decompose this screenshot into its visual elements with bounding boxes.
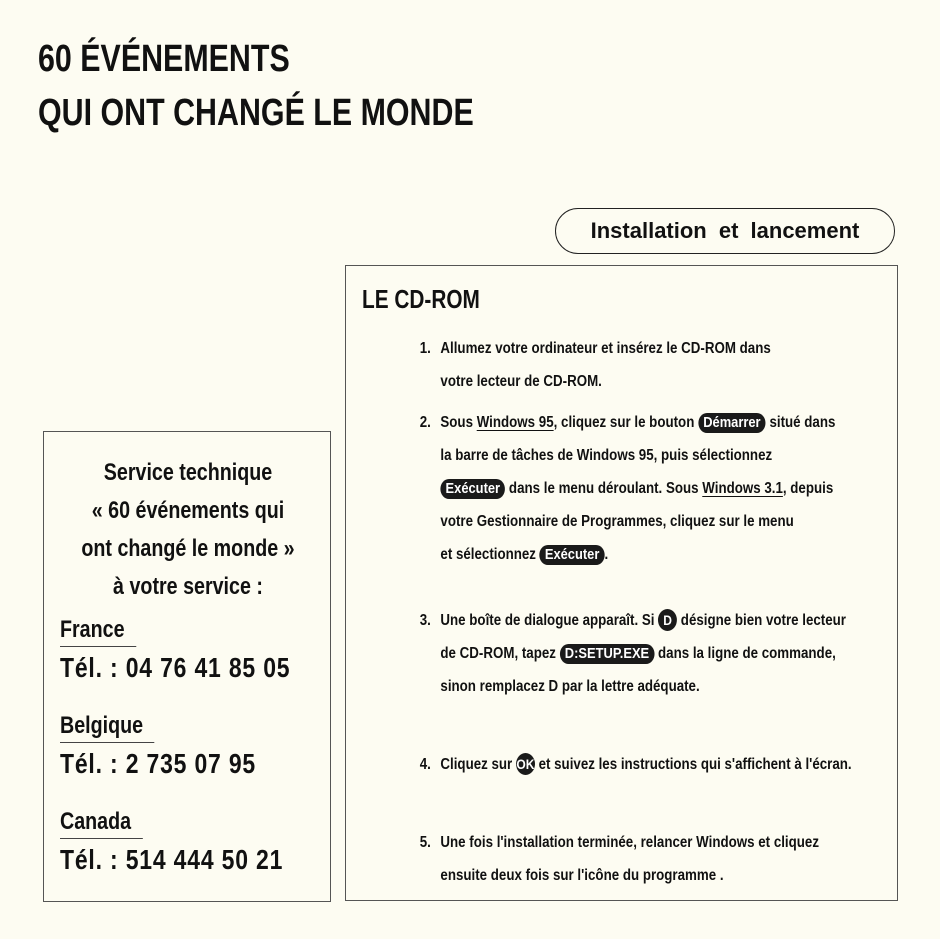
phone-belgium: Tél. : 2 735 07 95 [60,748,257,779]
start-button-label: Démarrer [698,413,766,433]
run-button-label: Exécuter [440,479,505,499]
ok-button-icon: OK [516,753,535,775]
page-title [38,32,474,140]
steps-list [406,332,886,900]
windows-95-link: Windows 95 [476,414,554,431]
country-france: France Tél. : 04 76 41 85 05 [60,614,306,689]
windows-31-link: Windows 3.1 [702,480,783,497]
step-1: 1. Allumez votre ordinateur et insérez le CD-ROM dans votre lecteur de CD-ROM. [419,340,771,390]
title-line-2: QUI ONT CHANGÉ LE MONDE [38,92,474,134]
step-2: 2. Sous Windows 95, cliquez sur le bouton Démarrer situé dans la barre de tâches de Windows 95, puis sélectionnez Exécuter dans le menu déroulant. Sous Windows 3.1, depuis votre Gestionnaire de Programmes, cliquez sur le menu et sélectionnez Exécuter . [419,414,836,563]
service-heading: Service technique « 60 événements qui ont changé le monde » à votre service : [81,459,295,600]
country-canada: Canada Tél. : 514 444 50 21 [60,806,306,881]
step-5: 5. Une fois l'installation terminée, relancer Windows et cliquez ensuite deux fois sur l'icône du programme . [419,834,820,884]
section-label: Installation et lancement [555,208,895,254]
phone-canada: Tél. : 514 444 50 21 [60,844,284,875]
title-line-1: 60 ÉVÉNEMENTS [38,38,290,80]
drive-letter-icon: D [658,609,677,631]
country-belgium: Belgique Tél. : 2 735 07 95 [60,710,306,785]
technical-service-box [43,431,331,902]
setup-command: D:SETUP.EXE [560,644,655,664]
step-4: 4. Cliquez sur OK et suivez les instructions qui s'affichent à l'écran. [406,748,922,826]
run-button-label-2: Exécuter [540,545,605,565]
step-3: 3. Une boîte de dialogue apparaît. Si D désigne bien votre lecteur de CD-ROM, tapez D:SETUP.EXE dans la ligne de commande, sinon remplacez D par la lettre adéquate. [406,604,922,748]
phone-france: Tél. : 04 76 41 85 05 [60,652,291,683]
cd-rom-heading: LE CD-ROM [362,284,480,314]
cd-rom-instructions [345,265,898,901]
